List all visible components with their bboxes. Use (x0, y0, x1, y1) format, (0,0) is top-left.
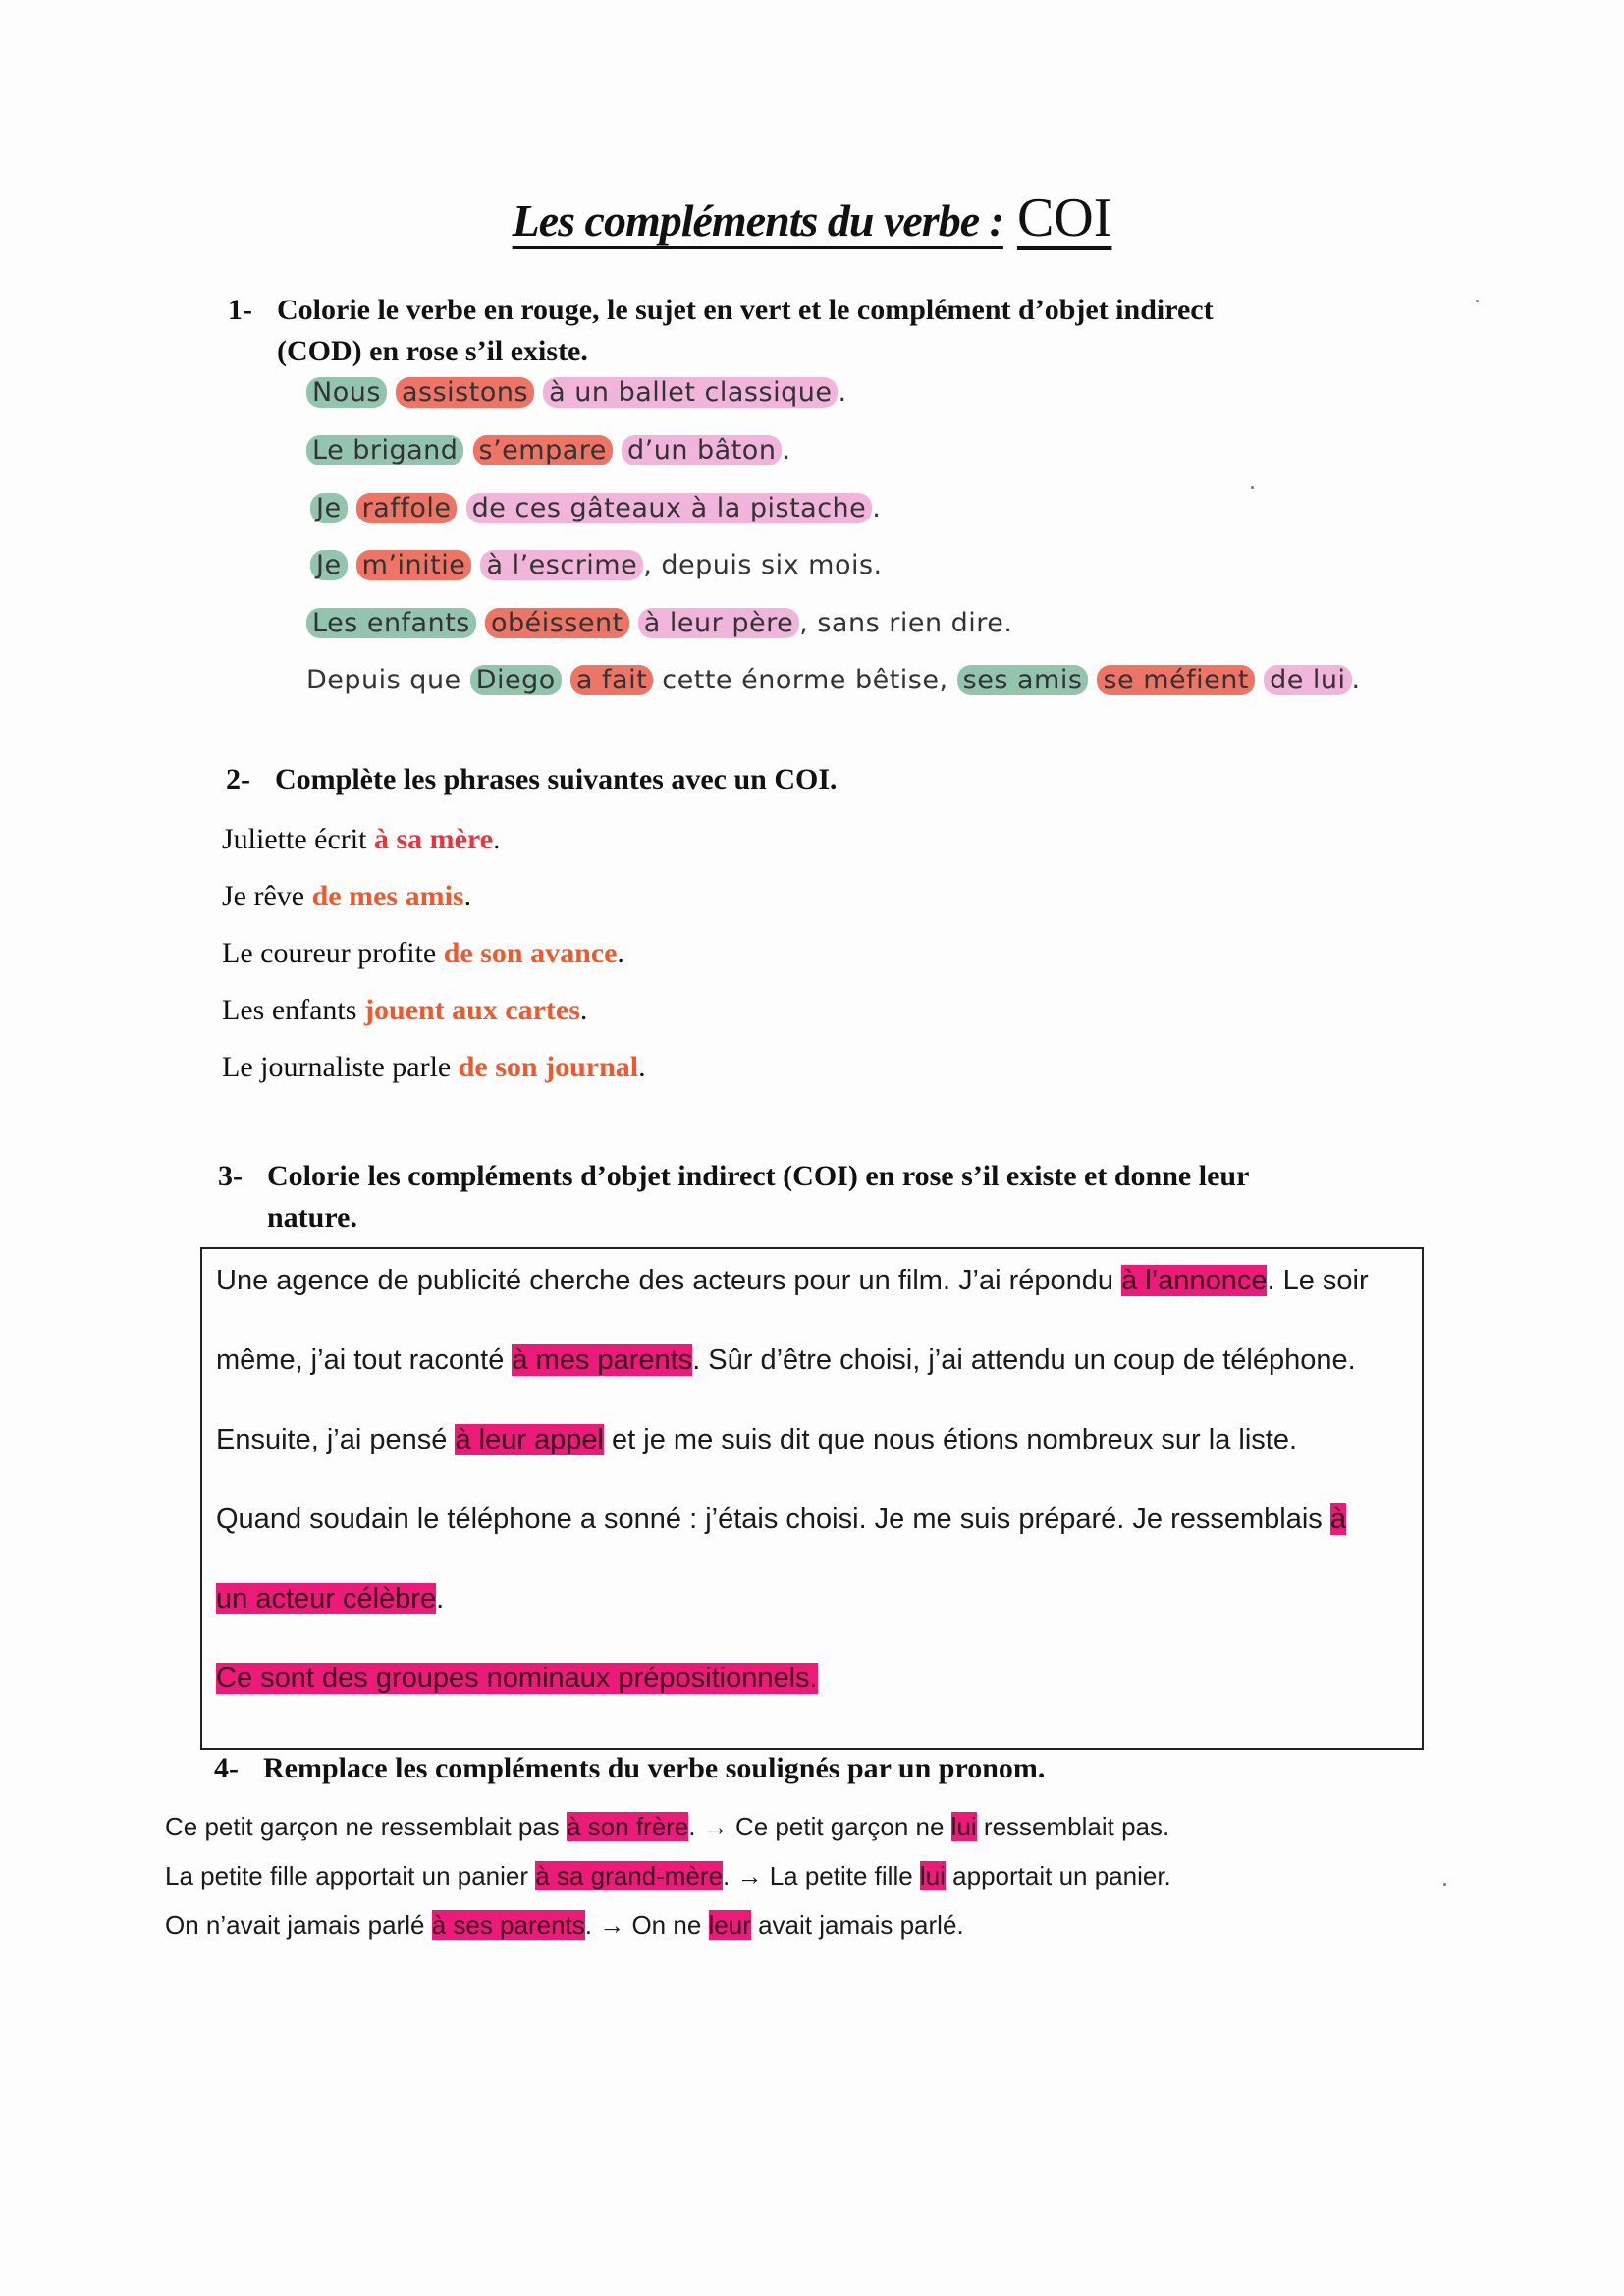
highlight-rose: à un ballet classique (543, 377, 838, 408)
section3-heading (218, 1156, 1249, 1238)
sentence-text: Juliette écrit (222, 823, 374, 855)
section2-number: 2- (226, 763, 250, 795)
section3-heading-line1: Colorie les compléments d’objet indirect (COI) en rose s’il existe et donne leur (267, 1160, 1250, 1192)
highlight-red: m’initie (356, 550, 472, 580)
section4-heading (214, 1748, 1045, 1789)
section1-number: 1- (228, 294, 252, 326)
sentence-text (562, 665, 570, 695)
sentence-text: ressemblait pas. (976, 1812, 1170, 1841)
paragraph-text: Une agence de publicité cherche des acteurs pour un film. J’ai répondu (216, 1265, 1122, 1296)
sentence-text (629, 608, 638, 638)
section4-number: 4- (214, 1752, 239, 1784)
paragraph-line (216, 1663, 818, 1695)
highlight-rose: à l’escrime (480, 550, 643, 580)
highlight-red: assistons (396, 377, 534, 408)
sentence-text: . (638, 1051, 646, 1083)
highlight-red: a fait (570, 665, 653, 695)
exercise2-line (222, 937, 624, 970)
paragraph-text: . (436, 1583, 445, 1614)
sentence-text: . (838, 377, 847, 408)
answer-text: de son avance (443, 937, 618, 969)
exercise1-sentence (310, 550, 883, 580)
sentence-text: Ce petit garçon ne ressemblait pas (165, 1812, 567, 1841)
coi-highlight: Ce sont des groupes nominaux prépositionnels. (216, 1663, 818, 1694)
scan-speck (1443, 1883, 1446, 1886)
exercise1-sentence (306, 665, 1361, 695)
sentence-text: , sans rien dire. (799, 608, 1013, 638)
exercise4-line (165, 1910, 964, 1941)
sentence-text (613, 435, 622, 465)
title-fancy: Les compléments du verbe : (512, 195, 1003, 246)
paragraph-line (216, 1344, 1356, 1377)
sentence-text: Depuis que (306, 665, 470, 695)
paragraph-line (216, 1424, 1297, 1456)
coi-highlight: à (1329, 1503, 1347, 1535)
section3-number: 3- (218, 1160, 243, 1192)
sentence-text: , depuis six mois. (643, 550, 883, 580)
pronoun-highlight: à ses parents (431, 1910, 585, 1940)
sentence-text: . (872, 493, 882, 523)
highlight-green: Je (310, 550, 348, 580)
highlight-red: s’empare (473, 435, 613, 465)
answer-text: de mes amis (311, 880, 464, 912)
paragraph-line (216, 1583, 444, 1615)
highlight-rose: de lui (1264, 665, 1351, 695)
paragraph-text: . Le soir (1267, 1265, 1369, 1296)
answer-text: jouent aux cartes (363, 994, 580, 1026)
exercise1-sentence (306, 435, 791, 465)
highlight-red: se méfient (1097, 665, 1255, 695)
pronoun-highlight: lui (950, 1812, 977, 1841)
sentence-text: On n’avait jamais parlé (165, 1910, 432, 1940)
sentence-text: . (617, 937, 624, 969)
sentence-text (534, 377, 543, 408)
sentence-text: . → (723, 1861, 770, 1890)
pronoun-highlight: à son frère (567, 1812, 689, 1841)
highlight-green: Le brigand (306, 435, 463, 465)
sentence-text (463, 435, 472, 465)
sentence-text: Ce petit garçon ne (734, 1812, 951, 1841)
sentence-text (457, 493, 465, 523)
paragraph-text: . Sûr d’être choisi, j’ai attendu un coup de téléphone. (692, 1344, 1356, 1376)
title-plain: COI (1016, 188, 1112, 248)
sentence-text: La petite fille apportait un panier (165, 1861, 536, 1890)
sentence-text: . → (688, 1812, 735, 1841)
coi-highlight: à mes parents (512, 1344, 693, 1376)
highlight-rose: à leur père (638, 608, 799, 638)
sentence-text: . (1351, 665, 1361, 695)
sentence-text: Les enfants (222, 994, 364, 1026)
exercise4-line (165, 1812, 1169, 1842)
pronoun-highlight: leur (708, 1910, 751, 1940)
highlight-green: Les enfants (306, 608, 476, 638)
paragraph-text: même, j’ai tout raconté (216, 1344, 513, 1376)
section3-heading-line2: nature. (267, 1201, 357, 1233)
scan-speck (1251, 486, 1254, 489)
highlight-red: obéissent (485, 608, 629, 638)
highlight-rose: de ces gâteaux à la pistache (466, 493, 873, 523)
scan-speck (1476, 300, 1479, 302)
sentence-text: . (493, 823, 501, 855)
sentence-text: Le coureur profite (222, 937, 444, 969)
sentence-text (1255, 665, 1264, 695)
paragraph-text: Quand soudain le téléphone a sonné : j’étais choisi. Je me suis préparé. Je ressemblais (216, 1503, 1330, 1535)
sentence-text: apportait un panier. (945, 1861, 1171, 1890)
paragraph-text: Ensuite, j’ai pensé (216, 1424, 456, 1455)
answer-text: de son journal (458, 1051, 639, 1083)
highlight-green: ses amis (957, 665, 1089, 695)
section1-heading-line2: (COD) en rose s’il existe. (277, 335, 588, 367)
sentence-text: Le journaliste parle (222, 1051, 459, 1083)
highlight-green: Diego (470, 665, 562, 695)
sentence-text: Je rêve (222, 880, 312, 912)
sentence-text: . (782, 435, 791, 465)
sentence-text (348, 550, 356, 580)
sentence-text: . (463, 880, 472, 912)
section2-heading-text: Complète les phrases suivantes avec un COI. (275, 763, 838, 795)
sentence-text: La petite fille (769, 1861, 920, 1890)
exercise2-line (222, 823, 501, 856)
section1-heading (228, 290, 1214, 372)
highlight-green: Nous (306, 377, 387, 408)
highlight-red: raffole (356, 493, 458, 523)
section1-heading-line1: Colorie le verbe en rouge, le sujet en vert et le complément d’objet indirect (277, 294, 1214, 326)
highlight-rose: d’un bâton (622, 435, 782, 465)
section4-heading-text: Remplace les compléments du verbe soulignés par un pronom. (263, 1752, 1046, 1784)
highlight-green: Je (310, 493, 348, 523)
coi-highlight: à l’annonce (1121, 1265, 1268, 1296)
sentence-text: avait jamais parlé. (750, 1910, 964, 1940)
pronoun-highlight: lui (919, 1861, 946, 1890)
sentence-text (348, 493, 356, 523)
sentence-text: . → On ne (584, 1910, 709, 1940)
page-title (0, 187, 1624, 249)
sentence-text: . (579, 994, 588, 1026)
exercise1-sentence (306, 608, 1012, 638)
exercise2-line (222, 880, 471, 913)
sentence-text (476, 608, 485, 638)
paragraph-line (216, 1503, 1346, 1536)
section2-heading (226, 759, 838, 800)
exercise2-line (222, 1051, 646, 1084)
answer-text: à sa mère (373, 823, 494, 855)
pronoun-highlight: à sa grand-mère (535, 1861, 724, 1890)
sentence-text (387, 377, 396, 408)
sentence-text: cette énorme bêtise, (653, 665, 957, 695)
exercise1-sentence (306, 377, 847, 408)
exercise4-line (165, 1861, 1171, 1891)
coi-highlight: un acteur célèbre (216, 1583, 437, 1614)
paragraph-text: et je me suis dit que nous étions nombreux sur la liste. (604, 1424, 1298, 1455)
coi-highlight: à leur appel (455, 1424, 604, 1455)
paragraph-line (216, 1265, 1369, 1297)
exercise1-sentence (310, 493, 881, 523)
exercise2-line (222, 994, 587, 1027)
